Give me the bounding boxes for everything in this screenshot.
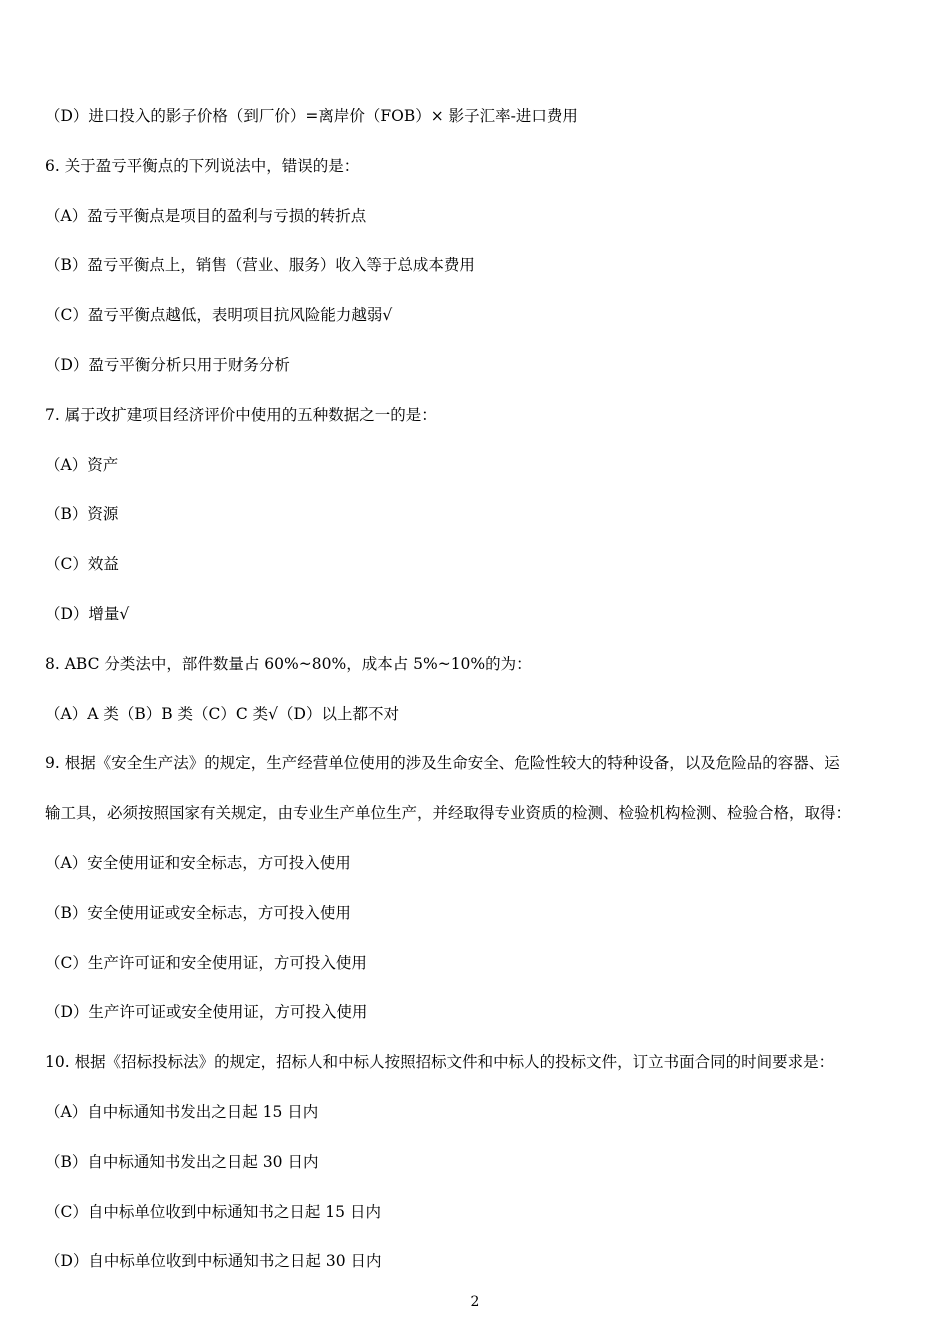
option-7c: （C）效益 <box>45 555 119 574</box>
option-9d: （D）生产许可证或安全使用证，方可投入使用 <box>45 1003 368 1022</box>
option-7b: （B）资源 <box>45 505 119 524</box>
option-6d: （D）盈亏平衡分析只用于财务分析 <box>45 355 290 374</box>
document-body <box>45 104 915 1299</box>
option-6b: （B）盈亏平衡点上，销售（营业、服务）收入等于总成本费用 <box>45 256 475 275</box>
option-6a: （A）盈亏平衡点是项目的盈利与亏损的转折点 <box>45 206 367 225</box>
options-8: （A）A 类（B）B 类（C）C 类√（D）以上都不对 <box>45 704 399 723</box>
question-9-line-1: 9. 根据《安全生产法》的规定，生产经营单位使用的涉及生命安全、危险性较大的特种设备，以及危险品的容器、运 <box>45 754 840 773</box>
question-6: 6. 关于盈亏平衡点的下列说法中，错误的是： <box>45 156 360 175</box>
option-10a: （A）自中标通知书发出之日起 15 日内 <box>45 1102 319 1121</box>
option-10b: （B）自中标通知书发出之日起 30 日内 <box>45 1152 319 1171</box>
question-7: 7. 属于改扩建项目经济评价中使用的五种数据之一的是： <box>45 405 437 424</box>
question-9-line-2: 输工具，必须按照国家有关规定，由专业生产单位生产，并经取得专业资质的检测、检验机构检测、检验合格，取得： <box>45 804 852 823</box>
question-10: 10. 根据《招标投标法》的规定，招标人和中标人按照招标文件和中标人的投标文件，订立书面合同的时间要求是： <box>45 1053 835 1072</box>
option-5d: （D）进口投入的影子价格（到厂价）=离岸价（FOB）× 影子汇率-进口费用 <box>45 107 578 125</box>
option-9b: （B）安全使用证或安全标志，方可投入使用 <box>45 903 351 922</box>
option-7d: （D）增量√ <box>45 604 130 623</box>
option-10d: （D）自中标单位收到中标通知书之日起 30 日内 <box>45 1252 382 1271</box>
option-6c: （C）盈亏平衡点越低，表明项目抗风险能力越弱√ <box>45 306 393 325</box>
option-9a: （A）安全使用证和安全标志，方可投入使用 <box>45 853 351 872</box>
option-9c: （C）生产许可证和安全使用证，方可投入使用 <box>45 953 367 972</box>
option-7a: （A）资产 <box>45 455 119 474</box>
page-number: 2 <box>470 1294 480 1310</box>
question-8: 8. ABC 分类法中，部件数量占 60%~80%，成本占 5%~10%的为： <box>45 654 532 673</box>
option-10c: （C）自中标单位收到中标通知书之日起 15 日内 <box>45 1202 381 1221</box>
